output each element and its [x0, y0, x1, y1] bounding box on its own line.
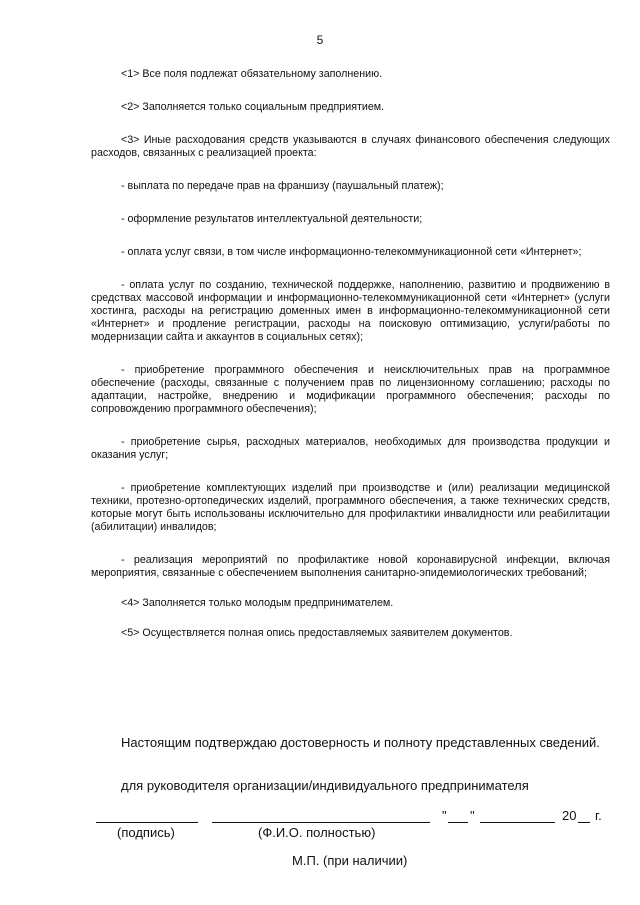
year-prefix: 20 — [562, 808, 577, 823]
expense-item-franchise: - выплата по передаче прав на франшизу (паушальный платеж); — [121, 180, 444, 192]
expense-item-media: - оплата услуг по созданию, технической поддержке, наполнению, развитию и продвижению в средствах массовой информации и информационно-телекоммуникационной сети «Интернет» (услуги хостинга, расходы на регистрацию доменных имен в информационно-телекоммуникационной сети «Интернет» и продление регистрации, расходы на поисковую оптимизацию, услуги/работы по модернизации сайта и аккаунтов в социальных сетях); — [91, 279, 610, 343]
expense-item-software: - приобретение программного обеспечения и неисключительных прав на программное обеспечение (расходы, связанные с получением прав по лицензионному соглашению; расходы по адаптации, настройке, внедрению и модификации программного обеспечения; расходы по сопровождению программного обеспечения); — [91, 364, 610, 415]
expense-item-covid: - реализация мероприятий по профилактике новой коронавирусной инфекции, включая мероприятия, связанные с обеспечением выполнения санитарно-эпидемиологических требований; — [91, 554, 610, 579]
confirmation-statement: Настоящим подтверждаю достоверность и полноту представленных сведений. — [121, 735, 600, 750]
footnote-2: <2> Заполняется только социальным предприятием. — [121, 101, 385, 113]
footnote-1: <1> Все поля подлежат обязательному заполнению. — [121, 68, 383, 80]
page-number: 5 — [316, 33, 324, 47]
expense-item-materials: - приобретение сырья, расходных материалов, необходимых для производства продукции и оказания услуг; — [91, 436, 610, 461]
date-quote-open: " — [442, 808, 447, 823]
date-quote-close: " — [470, 808, 475, 823]
signature-caption: (подпись) — [117, 825, 175, 840]
full-name-line — [212, 822, 430, 823]
signature-line — [96, 822, 198, 823]
footnote-5: <5> Осуществляется полная опись предоставляемых заявителем документов. — [121, 627, 513, 639]
expense-item-communication: - оплата услуг связи, в том числе информационно-телекоммуникационной сети «Интернет»; — [121, 246, 582, 258]
expense-item-intellectual: - оформление результатов интеллектуальной деятельности; — [121, 213, 423, 225]
footnote-4: <4> Заполняется только молодым предпринимателем. — [121, 597, 394, 609]
stamp-label: М.П. (при наличии) — [292, 853, 408, 868]
year-suffix: г. — [595, 808, 602, 823]
day-line — [448, 822, 468, 823]
full-name-caption: (Ф.И.О. полностью) — [258, 825, 376, 840]
month-line — [480, 822, 555, 823]
footnotes — [91, 68, 610, 660]
year-line — [578, 822, 590, 823]
expense-item-components: - приобретение комплектующих изделий при производстве и (или) реализации медицинской техники, протезно-ортопедических изделий, программного обеспечения, а также технических средств, которые могут быть использованы исключительно для профилактики инвалидности или реабилитации (абилитации) инвалидов; — [91, 482, 610, 533]
for-head-label: для руководителя организации/индивидуального предпринимателя — [121, 778, 529, 793]
footnote-3: <3> Иные расходования средств указываются в случаях финансового обеспечения следующих расходов, связанных с реализацией проекта: — [91, 134, 610, 159]
